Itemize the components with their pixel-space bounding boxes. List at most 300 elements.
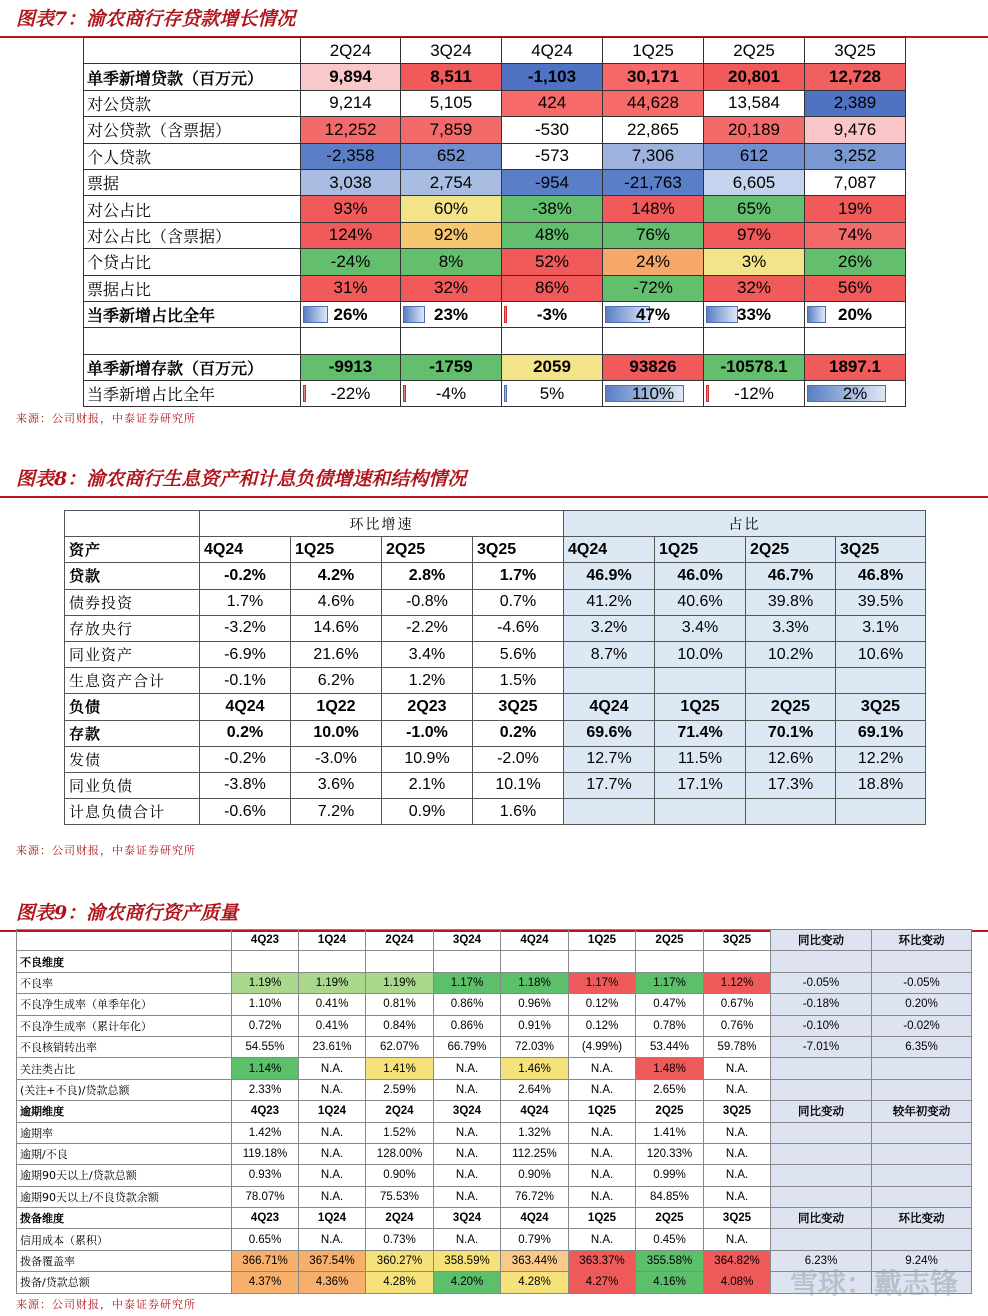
table-row [17, 1015, 972, 1036]
section-col-header: 3Q25 [704, 1208, 771, 1229]
blank-cell [84, 328, 301, 354]
value-cell: 148% [603, 196, 704, 222]
table-row [17, 1229, 972, 1250]
col-header: 4Q24 [502, 38, 603, 64]
fig7-title: 图表7：渝农商行存贷款增长情况 [0, 4, 988, 38]
value-cell: 24% [603, 249, 704, 275]
growth-cell: 4.2% [291, 563, 382, 589]
value-cell: 112.25% [501, 1143, 569, 1164]
section-col-header: 1Q25 [569, 1101, 636, 1122]
row-label: 存放央行 [65, 615, 200, 641]
blank-cell [603, 328, 704, 354]
corner-cell [17, 930, 232, 951]
value-cell: N.A. [704, 1058, 771, 1079]
growth-cell: 10.9% [382, 746, 473, 772]
value-cell: 120.33% [636, 1143, 704, 1164]
value-cell: 2.64% [501, 1079, 569, 1100]
value-cell: -1759 [401, 354, 502, 380]
table-row [65, 772, 926, 798]
section-header-row [17, 951, 972, 972]
growth-col-header: 3Q25 [473, 537, 564, 563]
share-col-header: 1Q25 [655, 537, 746, 563]
value-cell: -21,763 [603, 169, 704, 195]
section-col-header: 3Q24 [434, 1101, 501, 1122]
row-label: 对公占比 [84, 196, 301, 222]
value-cell: N.A. [704, 1229, 771, 1250]
value-cell: 652 [401, 143, 502, 169]
data-bar [403, 385, 406, 402]
growth-cell: 0.2% [200, 720, 291, 746]
value-cell: 0.47% [636, 994, 704, 1015]
share-cell: 46.9% [564, 563, 655, 589]
share-cell: 18.8% [836, 772, 926, 798]
share-col-header: 3Q25 [836, 694, 926, 720]
share-cell: 3.3% [746, 615, 836, 641]
row-label: 生息资产合计 [65, 668, 200, 694]
section-col-header: 较年初变动 [872, 1101, 972, 1122]
share-cell: 41.2% [564, 589, 655, 615]
value-cell [872, 1229, 972, 1250]
section-col-header [501, 951, 569, 972]
fig9-title: 图表9：渝农商行资产质量 [0, 898, 988, 932]
value-cell: 65% [704, 196, 805, 222]
value-cell: N.A. [434, 1186, 501, 1207]
value-cell: 2.59% [366, 1079, 434, 1100]
value-cell: 4.36% [299, 1272, 366, 1293]
section-col-header: 同比变动 [771, 1208, 872, 1229]
row-label: 同业负债 [65, 772, 200, 798]
value-cell: 20,801 [704, 64, 805, 90]
value-cell: 1.42% [232, 1122, 299, 1143]
value-cell: -24% [301, 249, 401, 275]
value-cell: -38% [502, 196, 603, 222]
share-cell: 12.6% [746, 746, 836, 772]
growth-cell: -1.0% [382, 720, 473, 746]
value-cell: 1.46% [501, 1058, 569, 1079]
section-label: 资产 [65, 537, 200, 563]
col-header: 3Q24 [401, 38, 502, 64]
share-cell: 69.6% [564, 720, 655, 746]
value-cell: 19% [805, 196, 906, 222]
share-cell: 46.8% [836, 563, 926, 589]
share-col-header: 3Q25 [836, 537, 926, 563]
value-cell: 0.78% [636, 1015, 704, 1036]
growth-cell: -0.2% [200, 563, 291, 589]
section-header-row [65, 694, 926, 720]
value-cell: N.A. [569, 1165, 636, 1186]
value-cell: 4.28% [366, 1272, 434, 1293]
value-cell: 1.19% [366, 972, 434, 993]
share-cell: 3.4% [655, 615, 746, 641]
value-cell: N.A. [299, 1143, 366, 1164]
value-cell: N.A. [299, 1058, 366, 1079]
table-row [84, 196, 906, 222]
table-row [17, 1058, 972, 1079]
value-cell: 93% [301, 196, 401, 222]
growth-col-header: 2Q23 [382, 694, 473, 720]
value-cell: 2,389 [805, 90, 906, 116]
row-label: 个贷占比 [84, 249, 301, 275]
value-cell: -0.02% [872, 1015, 972, 1036]
value-cell: 53.44% [636, 1036, 704, 1057]
section-col-header: 环比变动 [872, 1208, 972, 1229]
value-cell: 1897.1 [805, 354, 906, 380]
value-cell [771, 1058, 872, 1079]
col-header: 1Q25 [603, 38, 704, 64]
value-cell: 0.79% [501, 1229, 569, 1250]
table-row [84, 169, 906, 195]
growth-cell: 1.7% [473, 563, 564, 589]
value-cell: 424 [502, 90, 603, 116]
value-cell: 7,306 [603, 143, 704, 169]
share-col-header: 2Q25 [746, 537, 836, 563]
value-cell: 9,894 [301, 64, 401, 90]
section-col-header: 1Q25 [569, 1208, 636, 1229]
share-cell: 11.5% [655, 746, 746, 772]
growth-cell: 1.6% [473, 799, 564, 825]
section-col-header: 2Q25 [636, 1208, 704, 1229]
bar-cell [502, 381, 603, 407]
growth-cell: 10.1% [473, 772, 564, 798]
value-cell: 22,865 [603, 117, 704, 143]
row-label: 不良核销转出率 [17, 1036, 232, 1057]
value-cell: N.A. [704, 1079, 771, 1100]
share-cell [655, 668, 746, 694]
table-row [65, 799, 926, 825]
value-cell: 0.41% [299, 994, 366, 1015]
col-header: 3Q25 [805, 38, 906, 64]
value-cell: 4.37% [232, 1272, 299, 1293]
section-col-header [299, 951, 366, 972]
col-header: 3Q24 [434, 930, 501, 951]
value-cell: 366.71% [232, 1250, 299, 1271]
value-cell: 75.53% [366, 1186, 434, 1207]
growth-col-header: 3Q25 [473, 694, 564, 720]
table-row [84, 301, 906, 327]
value-cell: N.A. [299, 1122, 366, 1143]
value-cell: 7,087 [805, 169, 906, 195]
data-bar [504, 306, 507, 323]
table-row [17, 1165, 972, 1186]
value-cell: 8% [401, 249, 502, 275]
value-cell: 3,038 [301, 169, 401, 195]
value-cell: 74% [805, 222, 906, 248]
col-header: 1Q25 [569, 930, 636, 951]
value-cell: 78.07% [232, 1186, 299, 1207]
row-label: 逾期率 [17, 1122, 232, 1143]
row-label: (关注+不良)/贷款总额 [17, 1079, 232, 1100]
value-cell: 1.17% [434, 972, 501, 993]
row-label: 债券投资 [65, 589, 200, 615]
value-cell: 93826 [603, 354, 704, 380]
share-cell: 46.0% [655, 563, 746, 589]
bar-value: 2% [842, 383, 868, 403]
section-col-header: 4Q23 [232, 1208, 299, 1229]
value-cell [771, 1122, 872, 1143]
row-label: 不良净生成率（累计年化） [17, 1015, 232, 1036]
value-cell: 1.17% [636, 972, 704, 993]
value-cell: 56% [805, 275, 906, 301]
value-cell: -9913 [301, 354, 401, 380]
value-cell [771, 1229, 872, 1250]
growth-cell: 3.4% [382, 641, 473, 667]
value-cell: -7.01% [771, 1036, 872, 1057]
section-header-row [17, 1208, 972, 1229]
blank-cell [805, 328, 906, 354]
value-cell: -10578.1 [704, 354, 805, 380]
value-cell: 84.85% [636, 1186, 704, 1207]
table-row [65, 589, 926, 615]
group-growth: 环比增速 [200, 511, 564, 537]
group-corner [65, 511, 200, 537]
growth-cell: 1.2% [382, 668, 473, 694]
value-cell: 0.65% [232, 1229, 299, 1250]
top-header-row [17, 930, 972, 951]
value-cell: 2.65% [636, 1079, 704, 1100]
share-cell: 12.2% [836, 746, 926, 772]
value-cell: 0.81% [366, 994, 434, 1015]
value-cell [771, 1079, 872, 1100]
value-cell: N.A. [299, 1186, 366, 1207]
growth-cell: 14.6% [291, 615, 382, 641]
section-label: 拨备维度 [17, 1208, 232, 1229]
value-cell: 0.41% [299, 1015, 366, 1036]
share-col-header: 4Q24 [564, 694, 655, 720]
growth-cell: -0.2% [200, 746, 291, 772]
row-label: 关注类占比 [17, 1058, 232, 1079]
value-cell: 92% [401, 222, 502, 248]
growth-cell: -0.6% [200, 799, 291, 825]
value-cell: 2,754 [401, 169, 502, 195]
table-row [84, 117, 906, 143]
table-row [84, 354, 906, 380]
value-cell: 1.48% [636, 1058, 704, 1079]
table-row [84, 90, 906, 116]
share-cell: 46.7% [746, 563, 836, 589]
share-cell [746, 668, 836, 694]
value-cell: -0.05% [771, 972, 872, 993]
growth-col-header: 2Q25 [382, 537, 473, 563]
section-col-header [232, 951, 299, 972]
fig8-table [64, 510, 926, 825]
section-col-header: 2Q25 [636, 1101, 704, 1122]
value-cell: 1.52% [366, 1122, 434, 1143]
value-cell: N.A. [434, 1079, 501, 1100]
section-col-header [366, 951, 434, 972]
value-cell: 0.72% [232, 1015, 299, 1036]
data-bar [303, 385, 306, 402]
value-cell: 0.12% [569, 994, 636, 1015]
growth-col-header: 4Q24 [200, 537, 291, 563]
row-label: 计息负债合计 [65, 799, 200, 825]
value-cell: N.A. [434, 1058, 501, 1079]
value-cell: N.A. [569, 1229, 636, 1250]
value-cell: 60% [401, 196, 502, 222]
bar-value: 33% [736, 304, 772, 324]
value-cell: 6,605 [704, 169, 805, 195]
share-cell: 40.6% [655, 589, 746, 615]
row-label: 单季新增存款（百万元） [84, 354, 301, 380]
value-cell: 0.73% [366, 1229, 434, 1250]
value-cell: 9.24% [872, 1250, 972, 1271]
value-cell: 66.79% [434, 1036, 501, 1057]
share-cell: 39.8% [746, 589, 836, 615]
section-col-header: 2Q24 [366, 1101, 434, 1122]
blank-cell [704, 328, 805, 354]
bar-value: -3% [536, 304, 568, 324]
value-cell: N.A. [434, 1165, 501, 1186]
growth-cell: -2.2% [382, 615, 473, 641]
value-cell: N.A. [569, 1079, 636, 1100]
value-cell: 0.93% [232, 1165, 299, 1186]
bar-value: 5% [539, 383, 565, 403]
watermark: 雪球：戴志锋 [789, 1267, 958, 1300]
value-cell: 0.20% [872, 994, 972, 1015]
row-label: 票据 [84, 169, 301, 195]
data-bar [706, 306, 738, 323]
growth-cell: 5.6% [473, 641, 564, 667]
corner-cell [84, 38, 301, 64]
bar-value: 110% [631, 383, 675, 403]
share-cell [746, 799, 836, 825]
growth-cell: 1.7% [200, 589, 291, 615]
share-cell [564, 668, 655, 694]
value-cell: 32% [704, 275, 805, 301]
growth-cell: -2.0% [473, 746, 564, 772]
growth-cell: 7.2% [291, 799, 382, 825]
row-label: 逾期90天以上/贷款总额 [17, 1165, 232, 1186]
table-row [65, 668, 926, 694]
section-col-header: 1Q24 [299, 1101, 366, 1122]
data-bar [403, 306, 425, 323]
section-col-header: 3Q25 [704, 1101, 771, 1122]
value-cell: 44,628 [603, 90, 704, 116]
col-header: 环比变动 [872, 930, 972, 951]
value-cell: 4.08% [704, 1272, 771, 1293]
share-cell: 39.5% [836, 589, 926, 615]
section-label: 负债 [65, 694, 200, 720]
section-col-header [704, 951, 771, 972]
value-cell: 1.17% [569, 972, 636, 993]
table-row [84, 249, 906, 275]
value-cell: N.A. [704, 1165, 771, 1186]
value-cell: 3,252 [805, 143, 906, 169]
value-cell: 13,584 [704, 90, 805, 116]
growth-cell: -0.1% [200, 668, 291, 694]
bar-cell [603, 381, 704, 407]
value-cell: -954 [502, 169, 603, 195]
bar-value: 20% [837, 304, 873, 324]
value-cell [872, 1165, 972, 1186]
growth-cell: -3.8% [200, 772, 291, 798]
table-row [84, 64, 906, 90]
bar-cell [805, 381, 906, 407]
table-row [17, 1036, 972, 1057]
value-cell: 97% [704, 222, 805, 248]
blank-cell [301, 328, 401, 354]
value-cell: N.A. [434, 1122, 501, 1143]
value-cell: 9,214 [301, 90, 401, 116]
data-bar [504, 385, 507, 402]
share-cell: 17.1% [655, 772, 746, 798]
value-cell: N.A. [704, 1122, 771, 1143]
value-cell: 612 [704, 143, 805, 169]
value-cell: 0.99% [636, 1165, 704, 1186]
row-label: 个人贷款 [84, 143, 301, 169]
table-row [17, 1122, 972, 1143]
row-label: 单季新增贷款（百万元） [84, 64, 301, 90]
value-cell: 0.45% [636, 1229, 704, 1250]
value-cell: N.A. [569, 1058, 636, 1079]
section-header-row [17, 1101, 972, 1122]
data-bar [303, 306, 328, 323]
growth-col-header: 1Q22 [291, 694, 382, 720]
share-col-header: 4Q24 [564, 537, 655, 563]
row-label: 发债 [65, 746, 200, 772]
row-label: 贷款 [65, 563, 200, 589]
col-header: 2Q25 [704, 38, 805, 64]
growth-cell: 1.5% [473, 668, 564, 694]
value-cell: 12,728 [805, 64, 906, 90]
table-row [65, 615, 926, 641]
value-cell: 1.19% [299, 972, 366, 993]
section-col-header: 4Q24 [501, 1208, 569, 1229]
table-row [65, 563, 926, 589]
table-row [65, 746, 926, 772]
col-header: 3Q25 [704, 930, 771, 951]
value-cell [771, 1143, 872, 1164]
value-cell: N.A. [569, 1186, 636, 1207]
bar-value: 26% [333, 304, 368, 324]
value-cell: 31% [301, 275, 401, 301]
section-col-header [771, 951, 872, 972]
value-cell: -0.18% [771, 994, 872, 1015]
value-cell: 2059 [502, 354, 603, 380]
value-cell: 0.90% [366, 1165, 434, 1186]
row-label: 当季新增占比全年 [84, 381, 301, 407]
value-cell: 0.84% [366, 1015, 434, 1036]
value-cell: 1.41% [366, 1058, 434, 1079]
value-cell: 0.96% [501, 994, 569, 1015]
share-cell: 71.4% [655, 720, 746, 746]
value-cell: (4.99%) [569, 1036, 636, 1057]
value-cell: 0.86% [434, 1015, 501, 1036]
share-cell [836, 668, 926, 694]
value-cell: 1.12% [704, 972, 771, 993]
section-col-header: 同比变动 [771, 1101, 872, 1122]
value-cell: 1.32% [501, 1122, 569, 1143]
fig7-header-row [84, 38, 906, 64]
data-bar [807, 306, 826, 323]
section-col-header: 3Q24 [434, 1208, 501, 1229]
section-col-header: 4Q23 [232, 1101, 299, 1122]
row-label: 票据占比 [84, 275, 301, 301]
row-label: 拨备/贷款总额 [17, 1272, 232, 1293]
value-cell: 59.78% [704, 1036, 771, 1057]
value-cell: 119.18% [232, 1143, 299, 1164]
value-cell: -72% [603, 275, 704, 301]
value-cell: 1.19% [232, 972, 299, 993]
share-cell [564, 799, 655, 825]
value-cell: 54.55% [232, 1036, 299, 1057]
col-header: 同比变动 [771, 930, 872, 951]
value-cell: 363.37% [569, 1250, 636, 1271]
value-cell: -1,103 [502, 64, 603, 90]
share-cell [655, 799, 746, 825]
row-label: 对公占比（含票据） [84, 222, 301, 248]
share-col-header: 2Q25 [746, 694, 836, 720]
share-cell: 3.2% [564, 615, 655, 641]
